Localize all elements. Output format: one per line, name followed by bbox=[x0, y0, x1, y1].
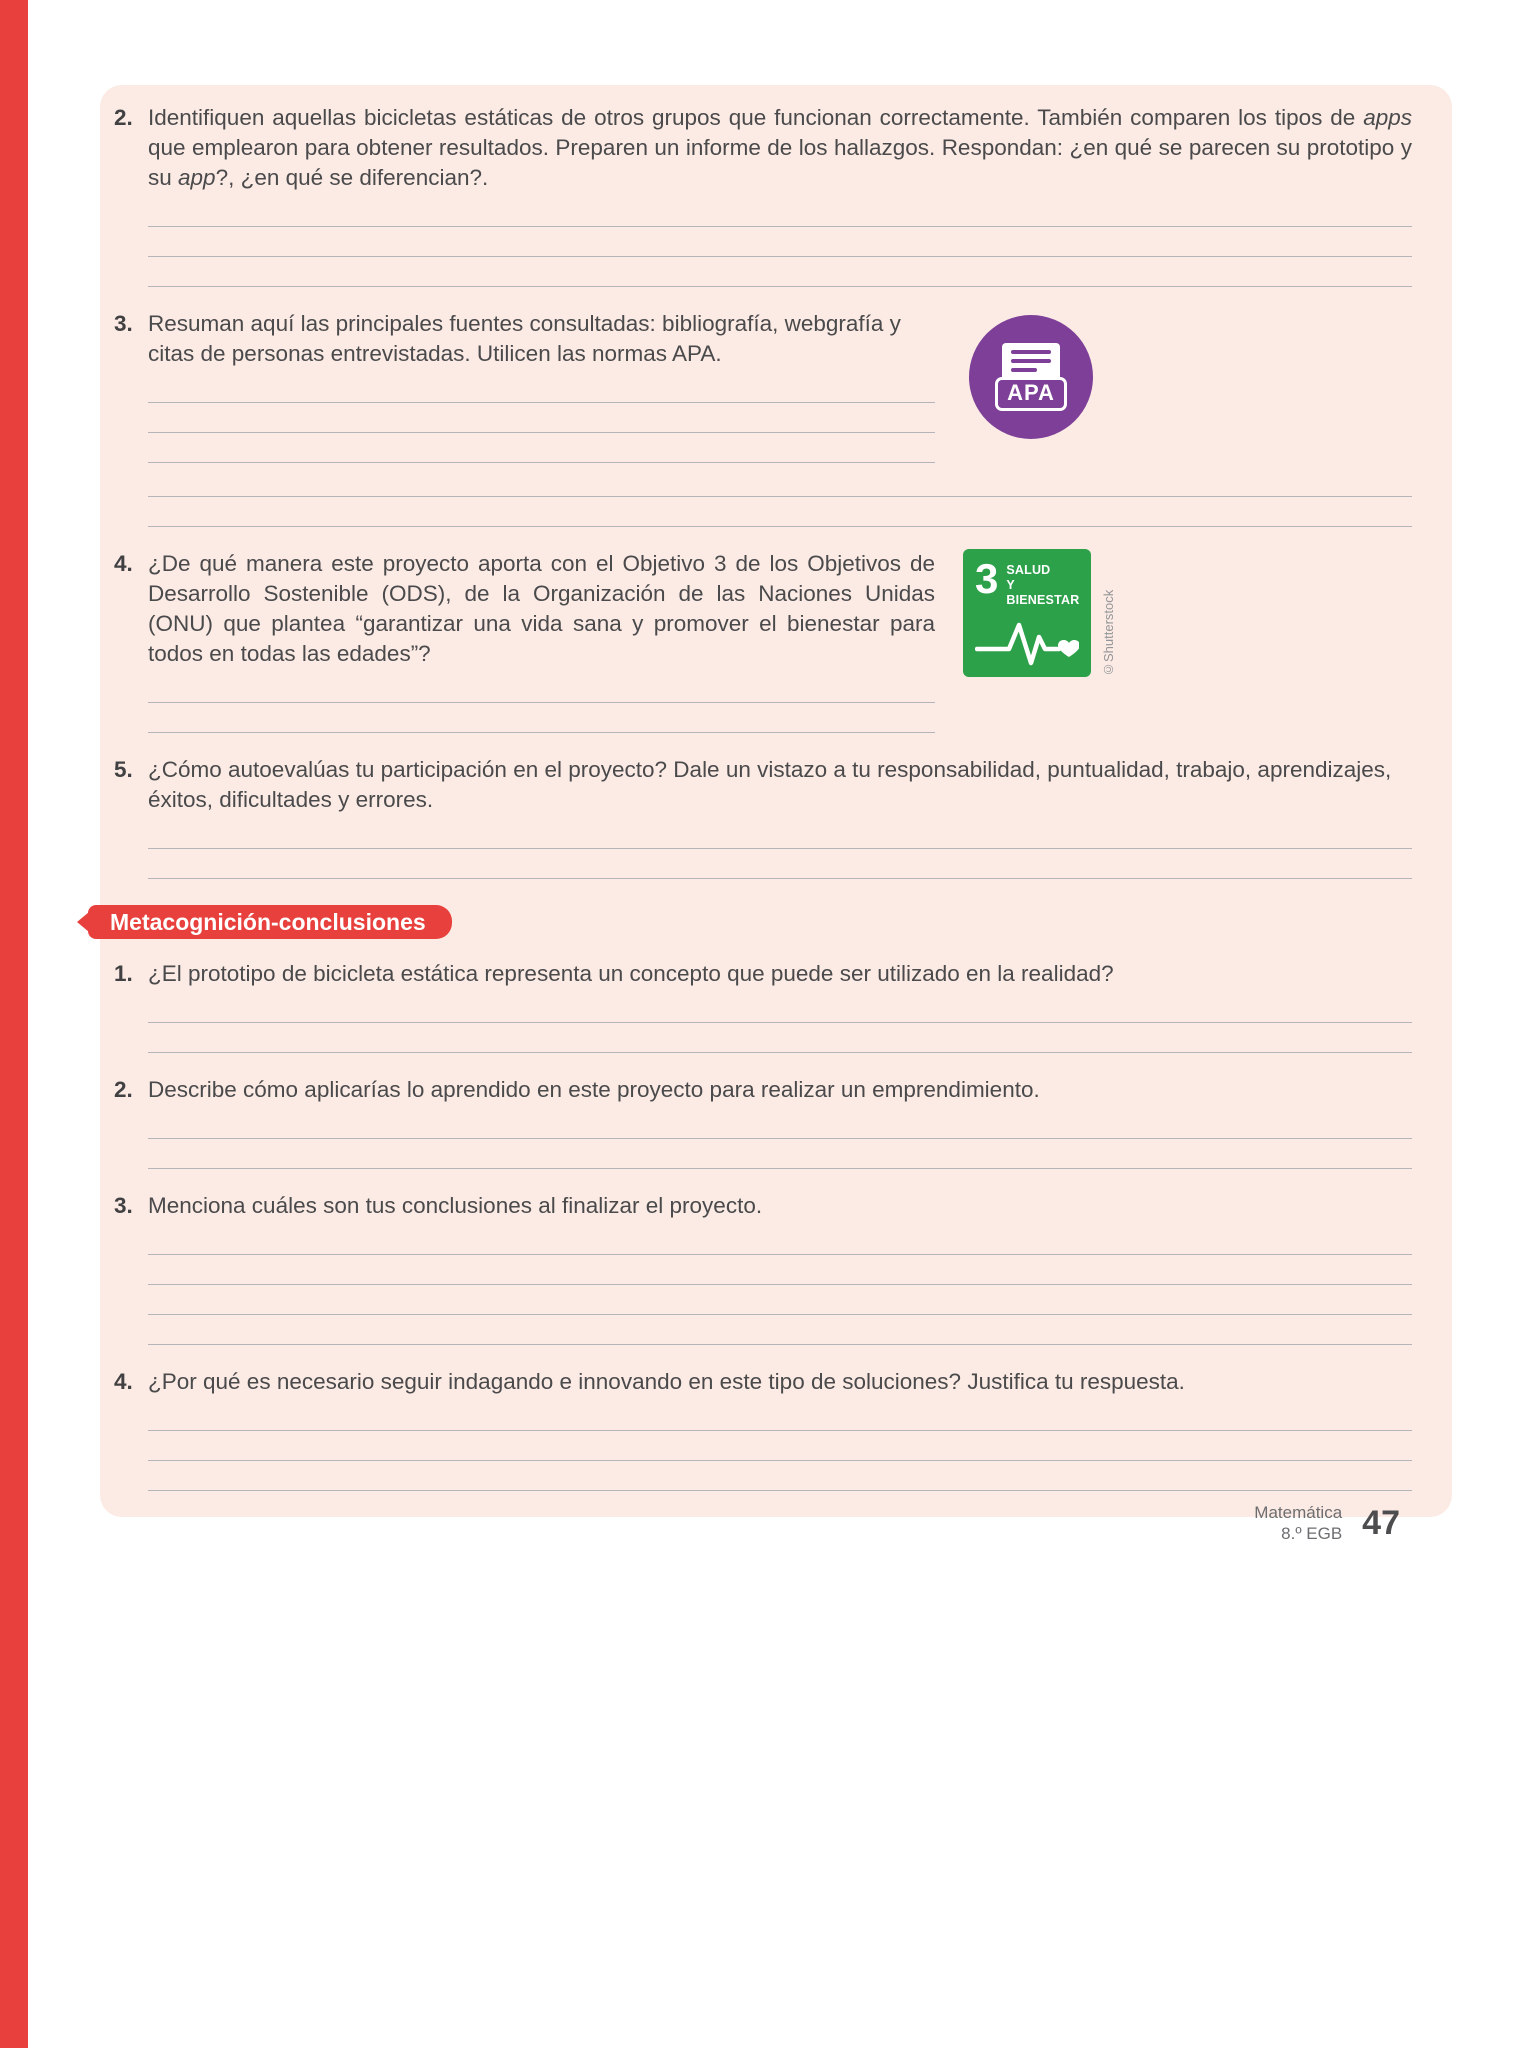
answer-line bbox=[148, 1431, 1412, 1461]
answer-lines bbox=[148, 993, 1412, 1053]
answer-line bbox=[148, 467, 1412, 497]
answer-lines bbox=[148, 373, 935, 463]
answer-line bbox=[148, 673, 935, 703]
answer-line bbox=[148, 703, 935, 733]
meta-question-1 bbox=[114, 959, 1412, 1053]
answer-lines bbox=[148, 673, 935, 733]
metacognition-section bbox=[88, 905, 1412, 939]
question-text: ¿De qué manera este proyecto aporta con el Objetivo 3 de los Objetivos de Desarrollo Sostenible (ODS), de la Organización de las Naciones Unidas (ONU) que plantea “garantizar una vida sana y promover el bienestar para todos en todas las edades”? bbox=[148, 551, 935, 666]
heartbeat-icon bbox=[975, 617, 1079, 669]
worksheet-panel bbox=[100, 85, 1452, 1517]
sdg-number: 3 bbox=[975, 555, 999, 602]
question-number: 4. bbox=[114, 551, 133, 576]
shutterstock-credit: ©Shutterstock bbox=[1101, 589, 1116, 677]
question-text: ¿El prototipo de bicicleta estática representa un concepto que puede ser utilizado en la realidad? bbox=[148, 961, 1114, 986]
answer-lines bbox=[148, 1225, 1412, 1345]
answer-line bbox=[148, 197, 1412, 227]
question-text: Identifiquen aquellas bicicletas estáticas de otros grupos que funcionan correctamente. También comparen los tipos de apps que emplearon para obtener resultados. Preparen un informe de los hallazgos. Respondan: ¿en qué se parecen su prototipo y su app?, ¿en qué se diferencian?. bbox=[148, 105, 1412, 190]
question-text: ¿Por qué es necesario seguir indagando e innovando en este tipo de soluciones? Justifica tu respuesta. bbox=[148, 1369, 1185, 1394]
answer-line bbox=[148, 257, 1412, 287]
page-number: 47 bbox=[1362, 1503, 1400, 1542]
answer-line bbox=[148, 1315, 1412, 1345]
answer-lines bbox=[148, 467, 1412, 527]
footer-subject-grade bbox=[1254, 1502, 1342, 1544]
answer-line bbox=[148, 819, 1412, 849]
question-5 bbox=[114, 755, 1412, 879]
question-text: Menciona cuáles son tus conclusiones al finalizar el proyecto. bbox=[148, 1193, 763, 1218]
answer-line bbox=[148, 849, 1412, 879]
answer-lines bbox=[148, 1109, 1412, 1169]
question-number: 4. bbox=[114, 1369, 133, 1394]
question-number: 2. bbox=[114, 1077, 133, 1102]
answer-line bbox=[148, 1023, 1412, 1053]
footer-grade: 8.º EGB bbox=[1281, 1524, 1343, 1543]
answer-line bbox=[148, 497, 1412, 527]
question-number: 5. bbox=[114, 757, 133, 782]
answer-line bbox=[148, 1255, 1412, 1285]
answer-line bbox=[148, 1401, 1412, 1431]
answer-lines bbox=[148, 197, 1412, 287]
apa-icon bbox=[969, 315, 1093, 439]
question-2 bbox=[114, 103, 1412, 287]
apa-label: APA bbox=[995, 377, 1067, 411]
answer-line bbox=[148, 1461, 1412, 1491]
question-4 bbox=[114, 549, 1412, 733]
answer-lines bbox=[148, 1401, 1412, 1491]
footer-subject: Matemática bbox=[1254, 1503, 1343, 1522]
answer-line bbox=[148, 403, 935, 433]
answer-line bbox=[148, 993, 1412, 1023]
answer-line bbox=[148, 1139, 1412, 1169]
meta-question-2 bbox=[114, 1075, 1412, 1169]
question-text: Resuman aquí las principales fuentes consultadas: bibliografía, webgrafía y citas de personas entrevistadas. Utilicen las normas APA. bbox=[148, 311, 901, 366]
answer-line bbox=[148, 433, 935, 463]
question-3 bbox=[114, 309, 1412, 527]
answer-line bbox=[148, 373, 935, 403]
question-number: 1. bbox=[114, 961, 133, 986]
sdg3-icon bbox=[963, 549, 1091, 677]
question-number: 2. bbox=[114, 105, 133, 130]
metacognition-badge: Metacognición-conclusiones bbox=[88, 905, 452, 939]
question-number: 3. bbox=[114, 311, 133, 336]
question-text: Describe cómo aplicarías lo aprendido en este proyecto para realizar un emprendimiento. bbox=[148, 1077, 1040, 1102]
answer-line bbox=[148, 1285, 1412, 1315]
page-footer bbox=[1254, 1502, 1400, 1544]
answer-line bbox=[148, 227, 1412, 257]
answer-lines bbox=[148, 819, 1412, 879]
sdg-title: SALUD Y BIENESTAR bbox=[1006, 563, 1080, 607]
heart-icon bbox=[1058, 640, 1079, 657]
answer-line bbox=[148, 1109, 1412, 1139]
answer-line bbox=[148, 1225, 1412, 1255]
left-accent-bar bbox=[0, 0, 28, 2048]
meta-question-4 bbox=[114, 1367, 1412, 1491]
question-number: 3. bbox=[114, 1193, 133, 1218]
question-text: ¿Cómo autoevalúas tu participación en el proyecto? Dale un vistazo a tu responsabilidad, puntualidad, trabajo, aprendizajes, éxitos, dificultades y errores. bbox=[148, 757, 1392, 812]
meta-question-3 bbox=[114, 1191, 1412, 1345]
